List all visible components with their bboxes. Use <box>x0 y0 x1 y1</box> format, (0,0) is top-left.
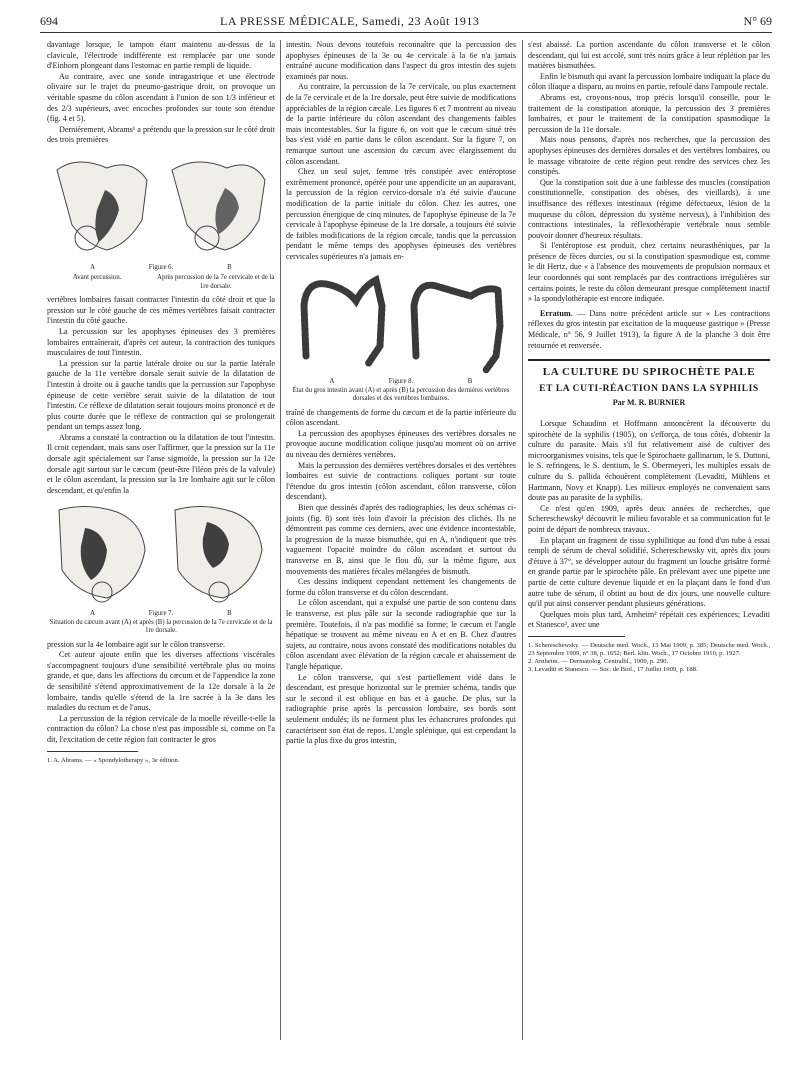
paragraph: Ces dessins indiquent cependant nettement les changements de forme du côlon transverse et du côlon descendant. <box>286 577 516 597</box>
paragraph: pression sur la 4e lombaire agit sur le côlon transverse. <box>47 639 226 649</box>
paragraph: En plaçant un fragment de tissu syphilitique au fond d'un tube à essai rempli de sérum de cheval solidifié, Schereschewsky vit, après dix jours d'étuve à 37°, se développer autour du fragment un louche grisâtre formé en grande partie par le spirochète pâle. En prélevant avec une pipette une partie de cette culture devenue liquide et en la plaçant dans le fond d'un autre tube de sérum, il obtint au bout de dix jours, une nouvelle culture qu'il put ainsi conserver pendant plusieurs générations. <box>528 535 770 609</box>
column-1 <box>47 40 275 765</box>
figure-7-caption: Figure 7. <box>148 610 174 618</box>
erratum-text: — Dans notre précédent article sur « Les contractions réflexes du gros intestin par excitation de la muqueuse gastrique » (Presse Médicale, n° 56, 9 Juillet 1913), la figure A de la planche 3 doit être retournée et renversée. <box>528 308 770 350</box>
figure-8-label-b: B <box>467 378 473 386</box>
issue-number: N° 69 <box>743 14 772 28</box>
figure-7-subcaption: Situation du cæcum avant (A) et après (B) la percussion de la 7e cervicale et de la 1re dorsale. <box>49 618 273 635</box>
erratum <box>528 309 770 351</box>
paragraph: Le côlon ascendant, qui a expulsé une partie de son contenu dans le transverse, est plus pâle sur la seconde radiographie que sur la première. Toutefois, il n'a pas modifié sa forme; le cæcum et l'angle hépatique se trouvent au même niveau en A et en B. Chez d'autres sujets, au contraire, nous avons constaté des modifications notables du côlon ascendant avec élévation de la région cæcale et abaissement de l'angle hépatique. <box>286 598 516 671</box>
figure-7-illustration <box>47 500 275 608</box>
page-header <box>40 12 772 33</box>
figure-8-label-a: A <box>329 378 335 386</box>
footnote: 1. A. Abrams. — « Spondylotherapy », 3e édition. <box>47 756 180 764</box>
paragraph: Que la constipation soit due à une faiblesse des muscles (constipation constitutionnelle, constipation des obèses, des vieillards), à une insuffisance des réflexes intestinaux (régime défectueux, lésion de la muqueuse du côlon, dépression du système nerveux), à l'inhibition des contractions intestinales, la réflexothérapie vertébrale nous semble pouvoir donner d'heureux résultats. <box>528 177 770 240</box>
paragraph: Si l'entéroptose est produit, chez certains neurasthéniques, par la présence de fèces durcies, ou si la constipation spasmodique est, comme le dit Hertz, due « à l'absence des mouvements de propulsion normaux et leur coordonnés qui sont remplacés par des contractions irrégulières sur certains points, le reste du côlon demeurant presque complètement inactif » la spondylothérapie est encore indiquée. <box>528 241 770 304</box>
paragraph: Enfin le bismuth qui avant la percussion lombaire indiquait la place du côlon iliaque a disparu, au moins en partie, refoulé dans l'ampoule rectale. <box>528 71 770 92</box>
paragraph: Chez un seul sujet, femme très constipée avec entéroptose extrêmement prononcé, opérée pour une appendicite un an auparavant, la percussion de la région cervico-dorsale n'a été suivie d'aucune modification de la partie initiale du côlon. Chez les autres, une percussion énergique de cinq minutes, de l'apophyse épineuse de la 7e cervicale à l'apophyse épineuse de la 1re dorsale, a toujours été suivie de faibles modifications de la région cæcale, tandis que la percussion pendant le même temps des apophyses épineuses des vertèbres cervicales supérieures n'a jamais en- <box>286 167 516 261</box>
paragraph: Bien que dessinés d'après des radiographies, les deux schémas ci-joints (fig. 8) sont très loin d'avoir la précision des clichés. Ils ne démontrent pas comme ces derniers, avec une évidence incontestable, la progression de la masse bismuthée, qui en A, n'indiquent que très vaguement l'opacité moindre du côlon ascendant et surtout du transverse en B, ainsi que le flou dû, sur la même figure, aux mouvements des matières fécales mélangées de bismuth. <box>286 503 516 576</box>
footnote: 3. Levaditi et Stanesco. — Soc. de Biol., 17 Juillet 1909, p. 188. <box>528 666 698 674</box>
figure-8-subcaption: État du gros intestin avant (A) et après (B) la percussion des dernières vertèbres dorsales et des vertèbres lombaires. <box>292 386 510 403</box>
paragraph: Quelques mois plus tard, Arnheim² répétait ces expériences; Levaditi et Stanesco³, avec une <box>528 609 770 630</box>
erratum-label: Erratum. <box>540 308 573 318</box>
figure-7 <box>47 500 275 635</box>
figure-6-label-b: B <box>227 263 232 271</box>
figure-6-subcaption-a: Avant percussion. <box>72 274 122 282</box>
paragraph: vertèbres lombaires faisait contracter l'intestin du côté droit et que la pression sur le côté gauche de ces mêmes vertèbres faisait contracter l'intestin du côté gauche. <box>47 295 275 326</box>
paragraph: davantage lorsque, le tampon étant maintenu au-dessus de la clavicule, l'électrode indifférente est remplacée par une sonde d'Einhorn plongeant dans l'estomac en partie rempli de liquide. <box>47 40 275 71</box>
figure-8 <box>286 266 516 403</box>
article-subtitle: ET LA CUTI-RÉACTION DANS LA SYPHILIS <box>539 383 759 394</box>
paragraph: Abrams est, croyons-nous, trop précis lorsqu'il conseille, pour le traitement de la constipation atonique, la percussion des 3 premières lombaires, et pour le traitement de la constipation spasmodique la percussion de la 11e dorsale. <box>528 92 770 134</box>
paragraph: Dernièrement, Abrams¹ a prétendu que la pression sur le côté droit des trois premières <box>47 124 275 145</box>
figure-6-caption: Figure 6. <box>148 263 174 271</box>
paragraph: La percussion des apophyses épineuses des vertèbres dorsales ne provoque aucune modification colique jusqu'au moment où on arrive au niveau des dernières vertèbres. <box>286 428 516 460</box>
footnote: 1. Schereschewsky. — Deutsche med. Woch., 13 Mai 1909, p. 385; Deutsche med. Woch., 23 Septembre 1909, n° 38, p. 1652; Berl. klin. Woch., 17 Octobre 1910, p. 1927. <box>528 641 770 658</box>
figure-6-illustration <box>47 150 275 262</box>
column-divider <box>280 40 281 1040</box>
paragraph: Lorsque Schaudinn et Hoffmann annoncèrent la découverte du spirochète de la syphilis (1905), on s'efforça, de tous côtés, d'obtenir la culture du parasite. Mais s'il fut relativement aisé de cultiver des microorganismes voisins, tels que le Spirochaete gallinarum, le S. Duttoni, le S. refringens, le S. dentium, le S. Obermeyeri, les multiples essais de culture du S. pallida échouèrent complètement (Levaditi, Mühlens et Hartmann, Novy et Knapp). Les milieux employés ne convenaient sans doute pas au parasite de la syphilis. <box>528 419 770 503</box>
paragraph: Au contraire, la percussion de la 7e cervicale, ou plus exactement de la 7e cervicale et de la 1re dorsale, peut être suivie de modifications appréciables de la région cæcale. Les figures 6 et 7 montrent au niveau de la partie inférieure du côlon ascendant des changements faibles mais incontestables. Sur la figure 6, on voit que le cæcum situé très bas s'est vidé en partie dans le côlon ascendant. Sur la figure 7, on remarque surtout une ascension du cæcum avec élargissement du côlon ascendant. <box>286 82 516 166</box>
journal-title: LA PRESSE MÉDICALE, Samedi, 23 Août 1913 <box>220 14 480 28</box>
column-2 <box>286 40 516 747</box>
byline: Par M. R. BURNIER <box>612 398 686 408</box>
figure-6 <box>47 150 275 291</box>
column-divider <box>522 40 523 1040</box>
paragraph: Ce n'est qu'en 1909, après deux années de recherches, que Schereschewsky¹ découvrit le milieu favorable et sa communication fut le point de départ de nombreux travaux. <box>528 503 770 534</box>
paragraph: Au contraire, avec une sonde intragastrique et une électrode olivaire sur le trajet du pneumo-gastrique droit, on provoque un véritable spasme du côlon ascendant à l'union de son 1/3 inférieur et des 2/3 supérieurs, avec encoches profondes sur toute son étendue (fig. 4 et 5). <box>47 71 275 124</box>
page-number: 694 <box>40 14 58 28</box>
column-3 <box>528 40 770 675</box>
paragraph: Cet auteur ajoute enfin que les diverses affections viscérales s'accompagnent toujours d'une sensibilité vertébrale plus ou moins grande, et que, dans les affections du cæcum et de l'appendice la zone de sensibilité s'étend approximativement de la 12e dorsale à la 2e lombaire, tandis qu'elle s'étend de la 1re sacrée à la 3e dans les maladies du rectum et de l'anus. <box>47 650 275 713</box>
paragraph: s'est abaissé. La portion ascendante du côlon transverse et le côlon descendant, qui lui est accolé, sont très noirs grâce à leur réplétion par les matières bismuthées. <box>528 40 770 71</box>
paragraph: Mais nous pensons, d'après nos recherches, que la percussion des apophyses épineuses des dernières dorsales et des vertèbres lombaires, ou le massage vibratoire de cette région peut rendre des services chez les constipés. <box>528 135 770 177</box>
figure-6-subcaption-b: Après percussion de la 7e cervicale et de la 1re dorsale. <box>157 274 275 290</box>
paragraph: La percussion sur les apophyses épineuses des 3 premières lombaires entraînerait, d'après cet auteur, la contraction des tuniques musculaires de tout l'intestin. <box>47 326 275 358</box>
paragraph: traîné de changements de forme du cæcum et de la partie inférieure du côlon ascendant. <box>286 407 516 428</box>
paragraph: Abrams a constaté la contraction ou la dilatation de tout l'intestin. Il croit cependant, mais sans oser l'affirmer, que la pression sur la 11e dorsale agit spécialement sur l'anse sigmoïde, la pression sur la 12e dorsale agit surtout sur le cæcum (peut-être l'iléon près de la valvule) et le côlon ascendant, la pression sur la 1re lombaire agit sur le côlon descendant, et qu'enfin la <box>47 432 275 495</box>
footnote: 2. Arnheim. — Dermatolog. Centralbl., 1909, p. 290. <box>528 658 669 666</box>
figure-7-label-a: A <box>90 610 96 618</box>
paragraph: La percussion de la région cervicale de la moelle réveille-t-elle la contraction du côlon? La chose n'est pas impossible si, comme on l'a dit, l'excitation de cette région fait contracter le gros <box>47 713 275 744</box>
article-title: LA CULTURE DU SPIROCHÈTE PALE <box>542 366 756 379</box>
paragraph: La pression sur la partie latérale droite ou sur la partie latérale gauche de la 11e vertèbre dorsale serait suivie de la dilatation de l'intestin à droite ou à gauche tandis que la percussion sur l'apophyse épineuse de cette vertèbre serait suivie de la dilatation de tout l'intestin. Ce réflexe de dilatation serait toujours moins prononcé et de plus courte durée que le réflexe de contraction qui se prolongerait pendant un temps assez long. <box>47 358 275 432</box>
figure-8-caption: Figure 8. <box>388 378 414 386</box>
paragraph: intestin. Nous devons toutefois reconnaître que la percussion des apophyses épineuses de la 3e ou 4e cervicale à la 6e n'a jamais entraîné aucune modification dans l'aspect du gros intestin des sujets examinés par nous. <box>286 40 516 81</box>
figure-6-label-a: A <box>90 263 96 271</box>
paragraph: Mais la percussion des dernières vertèbres dorsales et des vertèbres lombaires est suivie de contractions coliques portant sur toute l'étendue du gros intestin (côlon ascendant, côlon transverse, côlon descendant). <box>286 460 516 502</box>
figure-7-label-b: B <box>227 610 232 618</box>
paragraph: Le côlon transverse, qui s'est partiellement vidé dans le descendant, est presque horizontal sur le premier schéma, tandis que sur le second il est oblique en bas et à gauche. De plus, sur la radiographie prise après la percussion lombaire, ses bords sont seulement ondulés; ils ne forment plus les échancrures profondes qui caractérisent son état de repos. L'angle splénique, qui est cependant la partie la plus fixe du gros intestin, <box>286 672 516 746</box>
figure-8-illustration <box>286 266 516 376</box>
